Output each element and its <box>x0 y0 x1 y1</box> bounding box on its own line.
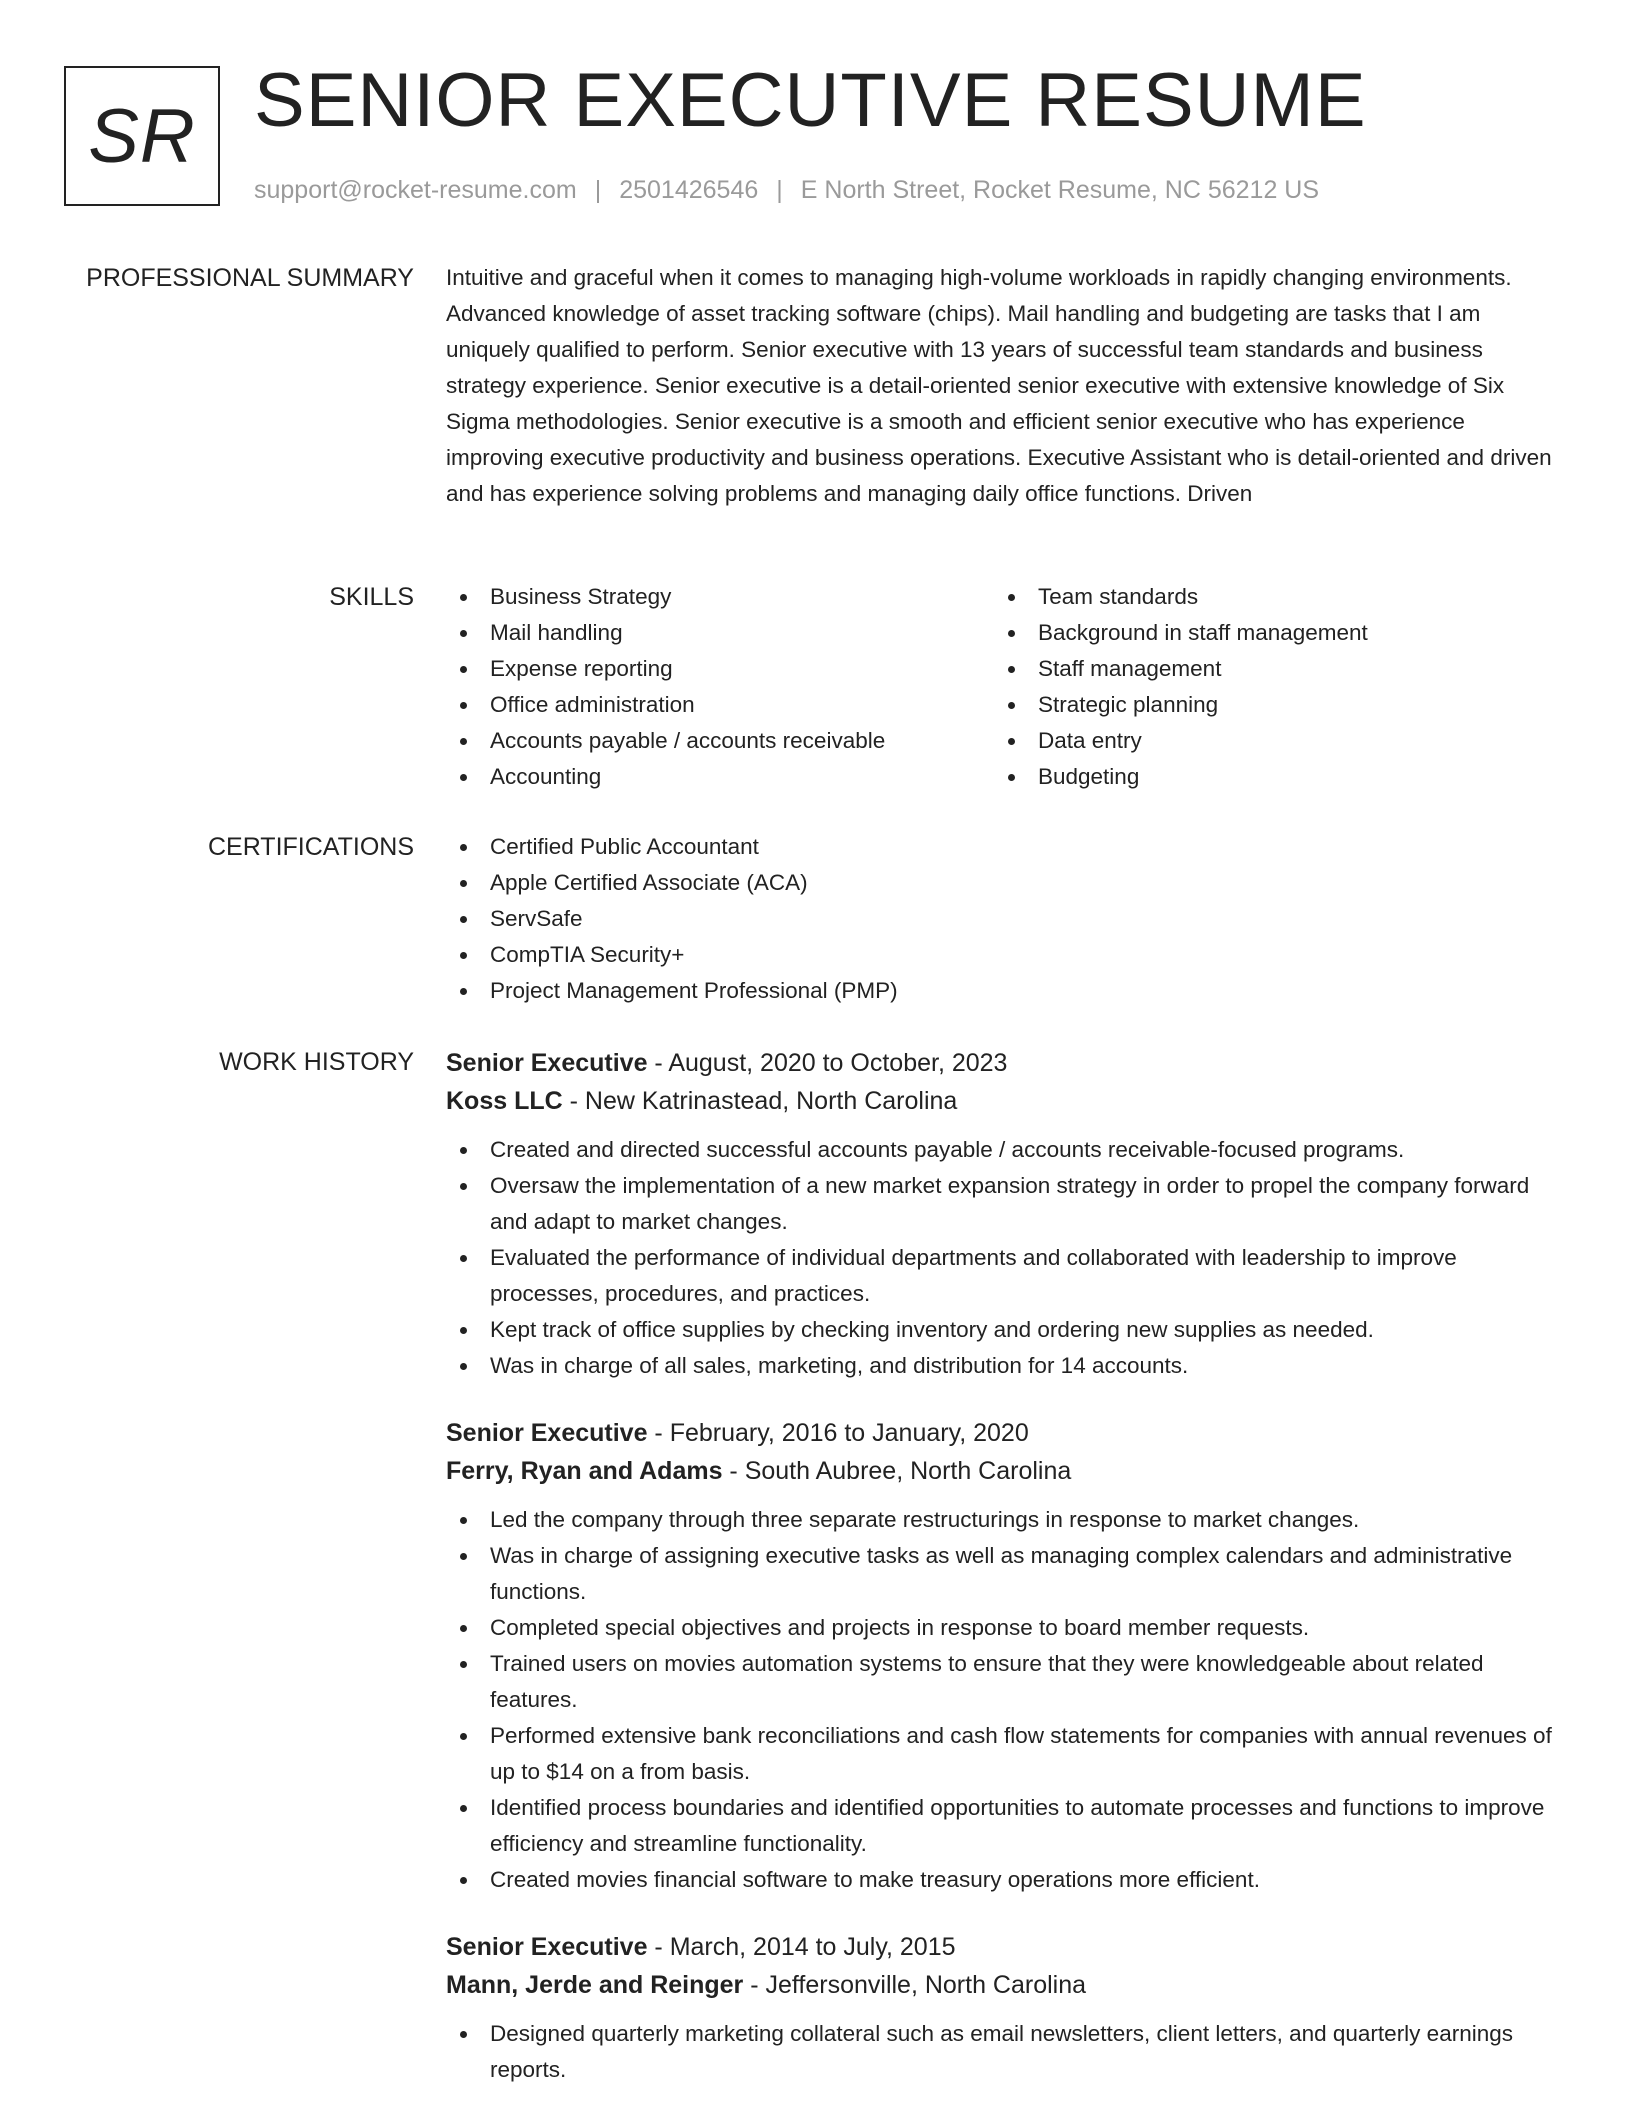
contact-separator: | <box>594 176 602 204</box>
job-dates: - August, 2020 to October, 2023 <box>647 1049 1008 1077</box>
certification-item: CompTIA Security+ <box>446 937 1566 973</box>
summary-text: Intuitive and graceful when it comes to managing high-volume workloads in rapidly changing environments. Advanced knowledge of asset tracking software (chips). Mail handling and budgeting are tasks that I am uniquely qualified to perform. Senior executive with 13 years of successful team standards and business strategy experience. Senior executive is a detail-oriented senior executive with extensive knowledge of Six Sigma methodologies. Senior executive is a smooth and efficient senior executive who has experience improving executive productivity and business operations. Executive Assistant who is detail-oriented and driven and has experience solving problems and managing daily office functions. Driven <box>446 265 1552 506</box>
work-history-body <box>446 1044 1566 2088</box>
skill-item: Staff management <box>994 651 1542 687</box>
skill-item: Background in staff management <box>994 615 1542 651</box>
job-dates: - March, 2014 to July, 2015 <box>647 1933 956 1961</box>
job-title-line <box>446 1044 1566 1082</box>
certification-item: Certified Public Accountant <box>446 829 1566 865</box>
job-company: Ferry, Ryan and Adams <box>446 1457 723 1485</box>
contact-phone[interactable]: 2501426546 <box>619 176 759 204</box>
skill-item: Data entry <box>994 723 1542 759</box>
contact-address: E North Street, Rocket Resume, NC 56212 US <box>800 176 1320 204</box>
job-duty-item: Kept track of office supplies by checking inventory and ordering new supplies as needed. <box>446 1312 1566 1348</box>
summary-body <box>446 260 1566 512</box>
certification-item: Project Management Professional (PMP) <box>446 973 1566 1009</box>
job-company-line <box>446 1452 1566 1490</box>
job-duty-item: Identified process boundaries and identified opportunities to automate processes and functions to improve efficiency and streamline functionality. <box>446 1790 1566 1862</box>
job-duties-list <box>446 1132 1566 1384</box>
certification-item: Apple Certified Associate (ACA) <box>446 865 1566 901</box>
job-company: Koss LLC <box>446 1087 563 1115</box>
skills-list-left <box>446 579 994 795</box>
job-duties-list <box>446 1502 1566 1898</box>
job-duty-item: Created and directed successful accounts payable / accounts receivable-focused programs. <box>446 1132 1566 1168</box>
job-duty-item: Oversaw the implementation of a new market expansion strategy in order to propel the company forward and adapt to market changes. <box>446 1168 1566 1240</box>
job-duty-item: Completed special objectives and projects in response to board member requests. <box>446 1610 1566 1646</box>
job-duty-item: Performed extensive bank reconciliations and cash flow statements for companies with annual revenues of up to $14 on a from basis. <box>446 1718 1566 1790</box>
job-title-line <box>446 1928 1566 1966</box>
contact-line <box>254 174 1319 206</box>
skill-item: Accounts payable / accounts receivable <box>446 723 994 759</box>
job-duty-item: Designed quarterly marketing collateral such as email newsletters, client letters, and quarterly earnings reports. <box>446 2016 1566 2088</box>
contact-separator: | <box>776 176 783 204</box>
job-duty-item: Was in charge of assigning executive tasks as well as managing complex calendars and administrative functions. <box>446 1538 1566 1610</box>
job-duty-item: Evaluated the performance of individual departments and collaborated with leadership to improve processes, procedures, and practices. <box>446 1240 1566 1312</box>
skill-item: Mail handling <box>446 615 994 651</box>
contact-email[interactable]: support@rocket-resume.com <box>254 176 577 204</box>
job-title: Senior Executive <box>446 1933 648 1961</box>
section-label-skills: SKILLS <box>329 583 414 611</box>
skills-body <box>446 579 1566 795</box>
job-title: Senior Executive <box>446 1419 648 1447</box>
skills-list-right <box>994 579 1542 795</box>
job-location: - South Aubree, North Carolina <box>722 1457 1072 1485</box>
job-duty-item: Led the company through three separate restructurings in response to market changes. <box>446 1502 1566 1538</box>
section-label-summary: PROFESSIONAL SUMMARY <box>86 264 414 292</box>
job-dates: - February, 2016 to January, 2020 <box>647 1419 1029 1447</box>
job-title-line <box>446 1414 1566 1452</box>
section-label-work-history: WORK HISTORY <box>219 1048 414 1076</box>
job-title: Senior Executive <box>446 1049 648 1077</box>
certifications-body <box>446 829 1566 1009</box>
job-location: - New Katrinastead, North Carolina <box>562 1087 958 1115</box>
skill-item: Accounting <box>446 759 994 795</box>
skill-item: Business Strategy <box>446 579 994 615</box>
job-company-line <box>446 1966 1566 2004</box>
job-location: - Jeffersonville, North Carolina <box>743 1971 1087 1999</box>
section-label-certifications: CERTIFICATIONS <box>207 833 414 861</box>
certification-item: ServSafe <box>446 901 1566 937</box>
job-duties-list <box>446 2016 1566 2088</box>
skill-item: Strategic planning <box>994 687 1542 723</box>
skill-item: Budgeting <box>994 759 1542 795</box>
job-entry <box>446 1044 1566 1384</box>
job-duty-item: Was in charge of all sales, marketing, and distribution for 14 accounts. <box>446 1348 1566 1384</box>
job-entry <box>446 1414 1566 1898</box>
job-entry <box>446 1928 1566 2088</box>
monogram-logo: SR <box>64 66 220 206</box>
skill-item: Team standards <box>994 579 1542 615</box>
job-company-line <box>446 1082 1566 1120</box>
resume-title: SENIOR EXECUTIVE RESUME <box>254 58 1367 143</box>
skill-item: Expense reporting <box>446 651 994 687</box>
job-company: Mann, Jerde and Reinger <box>446 1971 744 1999</box>
job-duty-item: Created movies financial software to make treasury operations more efficient. <box>446 1862 1566 1898</box>
job-duty-item: Trained users on movies automation systems to ensure that they were knowledgeable about related features. <box>446 1646 1566 1718</box>
skill-item: Office administration <box>446 687 994 723</box>
certifications-list <box>446 829 1566 1009</box>
